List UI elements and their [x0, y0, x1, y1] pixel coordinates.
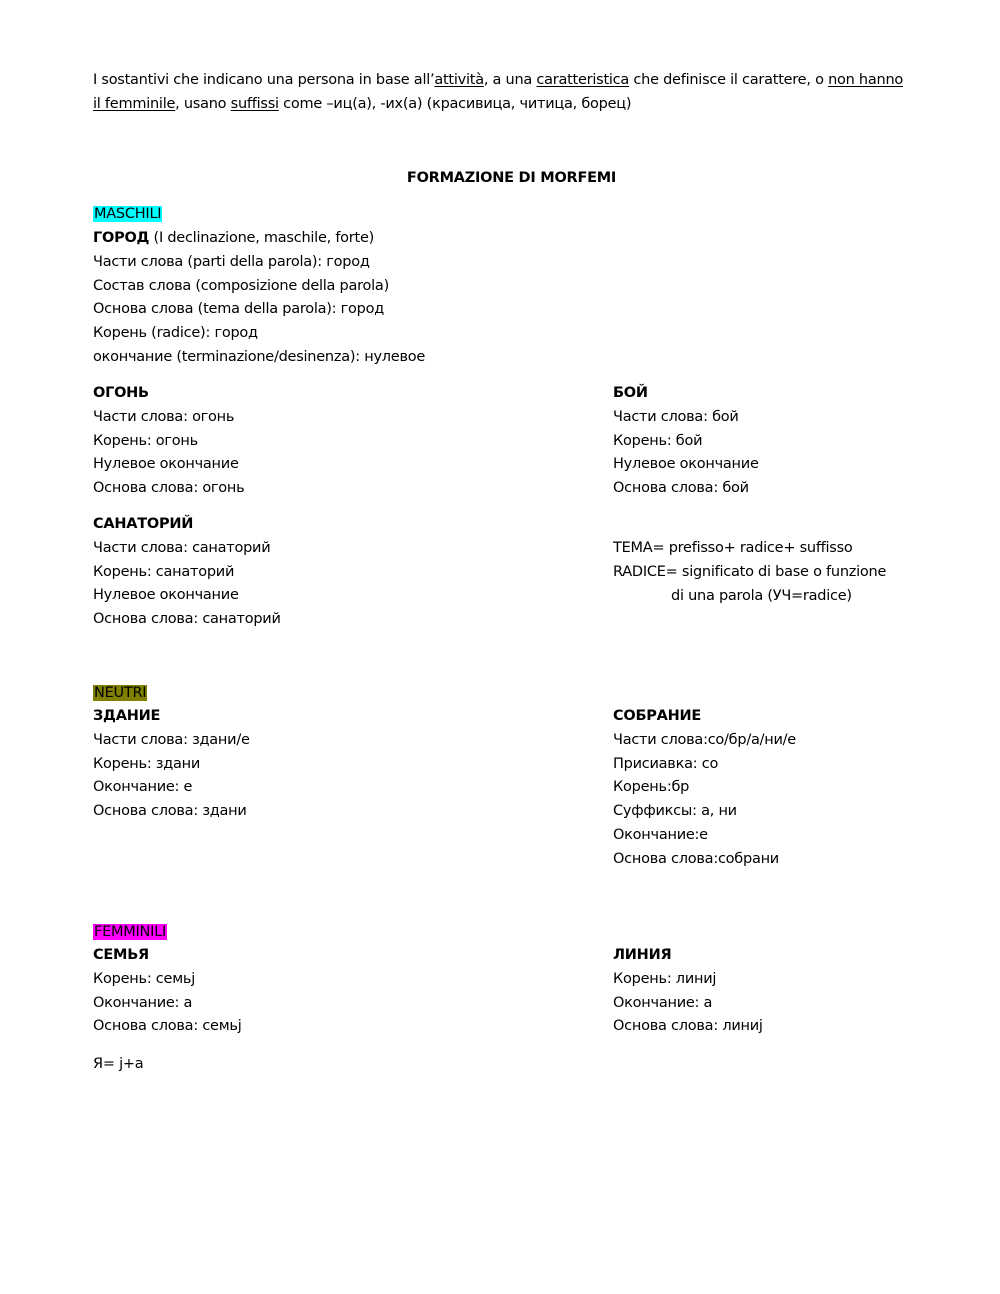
definitions-notes [613, 537, 886, 608]
gorod-block [93, 227, 425, 370]
intro-text: che definisce il carattere, o [629, 72, 829, 88]
ogon-line: Части слова: огонь [93, 408, 235, 425]
boj-word: БОЙ [613, 385, 648, 401]
intro-underlined: attività [434, 72, 484, 88]
gorod-line: Основа слова (tema della parola): город [93, 301, 384, 318]
page-title: FORMAZIONE DI MORFEMI [406, 170, 617, 186]
intro-underlined: suffissi [230, 96, 279, 112]
ogon-heading [93, 382, 244, 406]
boj-line: Нулевое окончание [613, 456, 759, 473]
maschili-highlight: MASCHILI [94, 206, 162, 222]
radice-definition: RADICE= significato di base o funzione [613, 563, 887, 580]
ogon-line: Корень: огонь [93, 432, 198, 449]
gorod-line: Состав слова (composizione della parola) [93, 277, 389, 294]
femminili-highlight: FEMMINILI [94, 924, 167, 940]
section-label-neutri [93, 682, 147, 704]
boj-heading [613, 382, 759, 406]
section-label-femminili [93, 921, 167, 943]
gorod-line: Корень (radice): город [93, 325, 258, 342]
liniya-block [613, 944, 763, 1039]
neutri-highlight: NEUTRI [94, 685, 147, 701]
sobranie-heading [613, 705, 796, 729]
gorod-word: ГОРОД [93, 230, 150, 246]
tema-definition: TEMA= prefisso+ radice+ suffisso [613, 540, 853, 556]
intro-text: , a una [483, 72, 537, 88]
section-label-maschili [93, 203, 162, 225]
ogon-block [93, 382, 244, 501]
zdanie-line: Корень: здани [93, 755, 201, 772]
semya-heading [93, 944, 241, 968]
ogon-line: Нулевое окончание [93, 456, 239, 473]
sobranie-line: Окончание:е [613, 826, 708, 843]
sobranie-line: Части слова:со/бр/а/ни/е [613, 731, 796, 748]
intro-text: come –иц(а), -их(а) (красивица, читица, борец) [278, 96, 632, 112]
semya-block [93, 944, 241, 1039]
boj-line: Части слова: бой [613, 408, 739, 425]
intro-underlined: il femminile [93, 96, 176, 112]
zdanie-block [93, 705, 250, 824]
boj-block [613, 382, 759, 501]
zdanie-line: Окончание: е [93, 779, 193, 796]
sobranie-line: Основа слова:собрани [613, 850, 779, 867]
zdanie-word: ЗДАНИЕ [93, 708, 161, 724]
sanatorij-line: Основа слова: санаторий [93, 611, 281, 628]
sobranie-word: СОБРАНИЕ [613, 708, 702, 724]
ya-note: Я= j+a [93, 1056, 144, 1072]
liniya-word: ЛИНИЯ [613, 947, 672, 963]
zdanie-line: Основа слова: здани [93, 803, 247, 820]
gorod-line: окончание (terminazione/desinenza): нулевое [93, 348, 426, 365]
sanatorij-block [93, 513, 281, 632]
semya-line: Корень: семьј [93, 970, 195, 987]
gorod-heading [93, 227, 425, 251]
sanatorij-heading [93, 513, 281, 537]
liniya-line: Корень: линиј [613, 970, 717, 987]
gorod-note: (I declinazione, maschile, forte) [149, 230, 375, 246]
intro-underlined: caratteristica [536, 72, 630, 88]
sobranie-line: Корень:бр [613, 779, 690, 796]
ogon-word: ОГОНЬ [93, 385, 149, 401]
intro-underlined: non hanno [828, 72, 903, 88]
sanatorij-word: САНАТОРИЙ [93, 516, 194, 532]
intro-text: , usano [175, 96, 231, 112]
gorod-line: Части слова (parti della parola): город [93, 253, 370, 270]
zdanie-line: Части слова: здани/е [93, 731, 250, 748]
zdanie-heading [93, 705, 250, 729]
sobranie-block [613, 705, 796, 872]
sobranie-line: Присиавка: со [613, 755, 719, 772]
liniya-line: Основа слова: линиј [613, 1018, 763, 1035]
sobranie-line: Суффиксы: а, ни [613, 803, 737, 820]
semya-word: СЕМЬЯ [93, 947, 149, 963]
sanatorij-line: Нулевое окончание [93, 587, 239, 604]
intro-paragraph [93, 68, 933, 116]
sanatorij-line: Части слова: санаторий [93, 539, 271, 556]
intro-line-2 [93, 92, 933, 116]
liniya-heading [613, 944, 763, 968]
liniya-line: Окончание: а [613, 994, 713, 1011]
ogon-line: Основа слова: огонь [93, 480, 245, 497]
intro-text: I sostantivi che indicano una persona in base all’ [93, 72, 435, 88]
semya-line: Основа слова: семьј [93, 1018, 242, 1035]
boj-line: Основа слова: бой [613, 480, 749, 497]
semya-line: Окончание: а [93, 994, 193, 1011]
boj-line: Корень: бой [613, 432, 703, 449]
sanatorij-line: Корень: санаторий [93, 563, 235, 580]
radice-definition-cont: di una parola (УЧ=radice) [671, 587, 852, 604]
intro-line-1 [93, 68, 933, 92]
